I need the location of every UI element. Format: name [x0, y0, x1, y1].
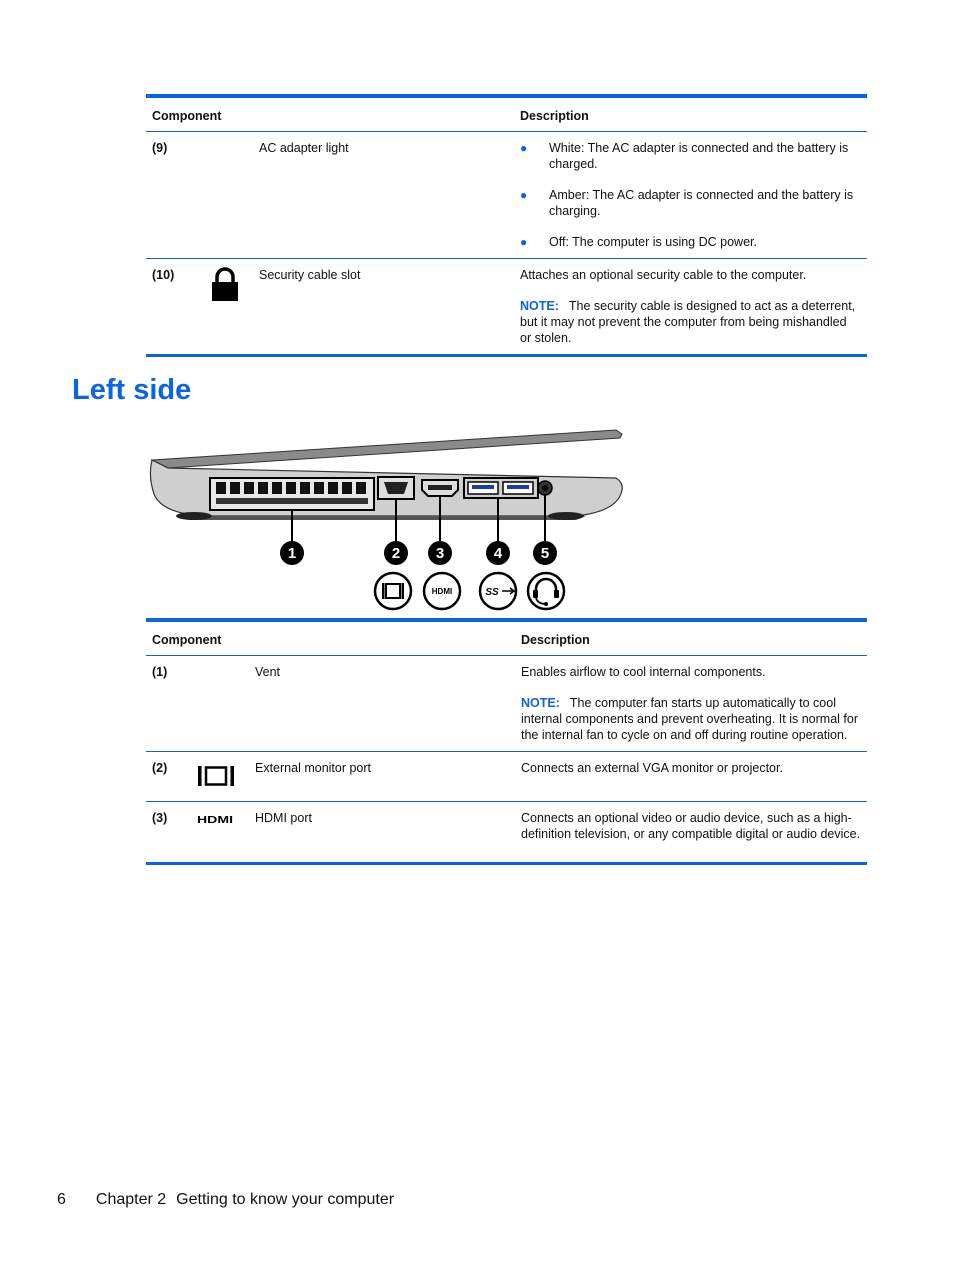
- component-name: External monitor port: [255, 761, 372, 775]
- svg-text:3: 3: [435, 545, 445, 562]
- components-table-continued: [146, 94, 867, 357]
- description-text: Attaches an optional security cable to the computer.: [520, 268, 807, 282]
- component-name: AC adapter light: [259, 141, 349, 155]
- icon-cell: [191, 752, 249, 802]
- table-row: [146, 656, 867, 752]
- section-heading: Left side: [72, 374, 192, 406]
- row-number: (1): [152, 665, 168, 679]
- laptop-foot: [176, 512, 212, 520]
- row-number: (9): [152, 141, 168, 155]
- table-header-row: [146, 620, 867, 656]
- table-header-row: [146, 96, 867, 132]
- table-row: [146, 752, 867, 802]
- callout-4: [486, 541, 510, 565]
- component-name: HDMI port: [255, 811, 312, 825]
- header-description: Description: [521, 633, 590, 647]
- lock-icon: [210, 267, 240, 303]
- bullet-icon: ●: [520, 141, 528, 155]
- svg-text:HDMI: HDMI: [197, 815, 234, 826]
- callout-2: [384, 541, 408, 565]
- header-component: Component: [152, 109, 222, 123]
- hdmi-icon: [197, 812, 235, 826]
- svg-text:5: 5: [540, 545, 550, 562]
- description-text: Enables airflow to cool internal components.: [521, 665, 766, 679]
- callout-3: [428, 541, 452, 565]
- icon-cell: [194, 259, 253, 356]
- component-description: [515, 656, 867, 752]
- external-monitor-icon: [197, 764, 235, 788]
- component-description: Connects an optional video or audio device, such as a high-definition television, or any compatible digital or audio device.: [521, 811, 861, 841]
- callout-5: [533, 541, 557, 565]
- list-item: ● Amber: The AC adapter is connected and the battery is charging.: [520, 188, 854, 218]
- row-number: (10): [152, 268, 175, 282]
- component-description: [514, 132, 867, 259]
- list-item: ● White: The AC adapter is connected and the battery is charged.: [520, 141, 849, 171]
- chapter-label: Chapter 2: [95, 1191, 167, 1208]
- laptop-left-side-figure: [146, 424, 626, 614]
- note-label: NOTE:: [521, 696, 560, 710]
- svg-text:2: 2: [391, 545, 401, 562]
- vent-slots: [216, 482, 368, 504]
- bullet-icon: ●: [520, 188, 528, 202]
- note: [520, 298, 861, 346]
- row-number: (2): [152, 761, 168, 775]
- component-description: Connects an external VGA monitor or projector.: [521, 761, 783, 775]
- note-text: The security cable is designed to act as a deterrent, but it may not prevent the computer from being mishandled or stolen.: [520, 299, 856, 345]
- svg-text:1: 1: [287, 545, 297, 562]
- bullet-icon: ●: [520, 235, 528, 249]
- laptop-foot: [548, 512, 584, 520]
- icon-cell: [194, 132, 253, 259]
- external-monitor-icon: [375, 573, 411, 609]
- row-number: (3): [152, 811, 168, 825]
- icon-cell: [191, 656, 249, 752]
- component-name: Security cable slot: [259, 268, 361, 282]
- table-row: [146, 259, 867, 356]
- page-footer: [57, 1191, 394, 1209]
- hdmi-icon: [424, 573, 460, 609]
- list-item: ● Off: The computer is using DC power.: [520, 235, 757, 249]
- usb3-icon: [480, 573, 516, 609]
- header-component: Component: [152, 633, 222, 647]
- svg-text:HDMI: HDMI: [431, 587, 453, 596]
- page-number: 6: [57, 1191, 66, 1208]
- note-label: NOTE:: [520, 299, 559, 313]
- component-description: [514, 259, 867, 356]
- table-row: [146, 132, 867, 259]
- note-text: The computer fan starts up automatically to cool internal components and prevent overheating. It is normal for the internal fan to cycle on and off during routine operation.: [521, 696, 858, 742]
- laptop-lid: [152, 430, 622, 468]
- callout-1: [280, 541, 304, 565]
- icon-cell: [191, 802, 249, 864]
- chapter-title: Getting to know your computer: [176, 1191, 395, 1208]
- table-row: [146, 802, 867, 864]
- svg-text:4: 4: [493, 545, 503, 562]
- svg-text:SS: SS: [485, 587, 499, 598]
- note: [521, 695, 861, 743]
- component-name: Vent: [255, 665, 281, 679]
- left-side-components-table: [146, 618, 867, 865]
- headset-icon: [528, 573, 564, 609]
- header-description: Description: [520, 109, 589, 123]
